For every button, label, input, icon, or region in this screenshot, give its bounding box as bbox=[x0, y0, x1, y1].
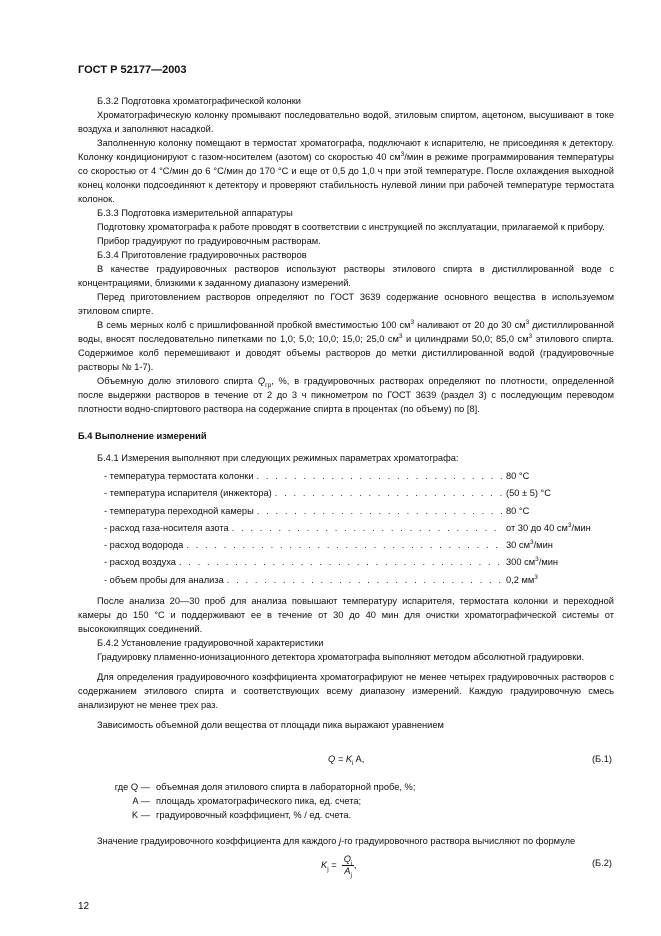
paragraph: Хроматографическую колонку промывают последовательно водой, этиловым спиртом, ацетоном, высушивают в токе воздуха и заполняют насадкой. bbox=[78, 110, 614, 134]
equation-number: (Б.2) bbox=[591, 858, 612, 869]
parameter-row: - расход воздуха . . . 300 $см^3$/мин bbox=[104, 555, 614, 572]
section-heading-b34: Б.3.4 Приготовление градуировочных растворов bbox=[97, 250, 307, 260]
paragraph: Перед приготовлением растворов определяют по ГОСТ 3639 содержание основного вещества в используемом этиловом спирте. bbox=[78, 292, 614, 316]
variable-definitions bbox=[98, 780, 614, 822]
subsection-heading: Б.4.2 Установление градуировочной характеристики bbox=[97, 638, 324, 649]
equation-number: (Б.1) bbox=[591, 754, 612, 765]
parameter-row: - температура переходной камеры . . . 80 °С bbox=[104, 504, 614, 521]
paragraph: Заполненную колонку помещают в термостат хроматографа, подключают к испарителю, не присоединяя к детектору. Колонку кондиционируют с газом-носителем (азотом) со скоростью 40 $см^3$/мин в режиме программирования температуры со скоростью от 4 °С/мин до 6 °С/мин до 170 °С и еще от 0,5 до 1,0 ч при этой температуре. После охлаждения выходной конец колонки подсоединяют к детектору и проверяют стабильность нулевой линии при рабочей температуре термостата колонок. bbox=[78, 138, 614, 204]
parameter-row: - объем пробы для анализа . . . 0,2 $мм^3$ bbox=[104, 573, 614, 590]
definition-row: K — градуировочный коэффициент, % / ед. счета. bbox=[131, 810, 352, 821]
section-heading-b33: Б.3.3 Подготовка измерительной аппаратуры bbox=[97, 208, 293, 218]
paragraph: В семь мерных колб с пришлифованной пробкой вместимостью 100 $см^3$ наливают от 20 до 30 $см^3$ дистиллированной воды, вносят последовательно пипетками по 1,0; 5,0; 10,0; 15,0; 25,0 $см^3$ и цилиндрами 50,0; 85,0 $см^3$ этилового спирта. Содержимое колб перемешивают и доводят объемы растворов до метки дистиллированной водой (градуировочные растворы № 1-7). bbox=[78, 318, 615, 372]
parameter-row: - расход водорода . . . 30 $см^3$/мин bbox=[104, 538, 614, 555]
paragraph: Зависимость объемной доли вещества от площади пика выражают уравнением bbox=[97, 720, 444, 731]
equation-b1: $Q = K_i$ A, (Б.1) bbox=[328, 754, 612, 767]
paragraph: Для определения градуировочного коэффициента хроматографируют не менее четырех градуировочных растворов с содержанием этилового спирта и соответствующих всему диапазону измерений. Каждую градуировочную смесь анализируют не менее трех раз. bbox=[78, 672, 614, 711]
paragraph: Б.4.1 Измерения выполняют при следующих режимных параметрах хроматографа: bbox=[97, 453, 459, 463]
paragraph: Градуировку пламенно-ионизационного детектора хроматографа выполняют методом абсолютной градуировки. bbox=[97, 652, 585, 663]
definition-row: где Q — объемная доля этилового спирта в лабораторной пробе, %; bbox=[114, 782, 416, 793]
parameter-row: - температура испарителя (инжектора) . . . (50 ± 5) °С bbox=[104, 486, 614, 503]
parameter-list bbox=[104, 469, 614, 590]
parameter-row: - расход газа-носителя азота . . . от 30 до 40 $см^3$/мин bbox=[104, 521, 614, 538]
definition-row: A — площадь хроматографического пика, ед. счета; bbox=[132, 796, 362, 807]
parameter-row: - температура термостата колонки . . . 80 °С bbox=[104, 469, 614, 486]
page-number: 12 bbox=[78, 901, 90, 912]
section-heading-b32: Б.3.2 Подготовка хроматографической колонки bbox=[97, 96, 301, 106]
paragraph: Подготовку хроматографа к работе проводят в соответствии с инструкцией по эксплуатации, прилагаемой к прибору. bbox=[97, 222, 605, 232]
paragraph: В качестве градуировочных растворов используют растворы этилового спирта в дистиллированной воде с концентрациями, близкими к заданному диапазону измерений. bbox=[78, 264, 614, 288]
paragraph: После анализа 20—30 проб для анализа повышают температуру испарителя, термостата колонки и переходной камеры до 150 °С и поддерживают ее в течение от 30 до 40 мин для очистки хроматографической системы от высококипящих соединений. bbox=[78, 596, 614, 635]
document-header: ГОСТ Р 52177—2003 bbox=[78, 64, 187, 76]
equation-b2: $K_j$ = $\frac{Q_i}{A_j}$ , (Б.2) bbox=[321, 854, 612, 879]
paragraph: Объемную долю этилового спирта $Q_{гр}$, %, в градуировочных растворах определяют по плотности, определенной после выдержки растворов в течение от 2 до 3 ч пикнометром по ГОСТ 3639 (раздел 3) с последующим переводом плотности водно-спиртового раствора на содержание спирта в процентах (по объему) по [8]. bbox=[78, 376, 614, 414]
document-body bbox=[78, 94, 614, 888]
paragraph: Значение градуировочного коэффициента для каждого j-го градуировочного раствора вычисляют по формуле bbox=[97, 836, 576, 847]
paragraph: Прибор градуируют по градуировочным растворам. bbox=[97, 236, 321, 246]
section-heading-b4: Б.4 Выполнение измерений bbox=[78, 431, 207, 441]
